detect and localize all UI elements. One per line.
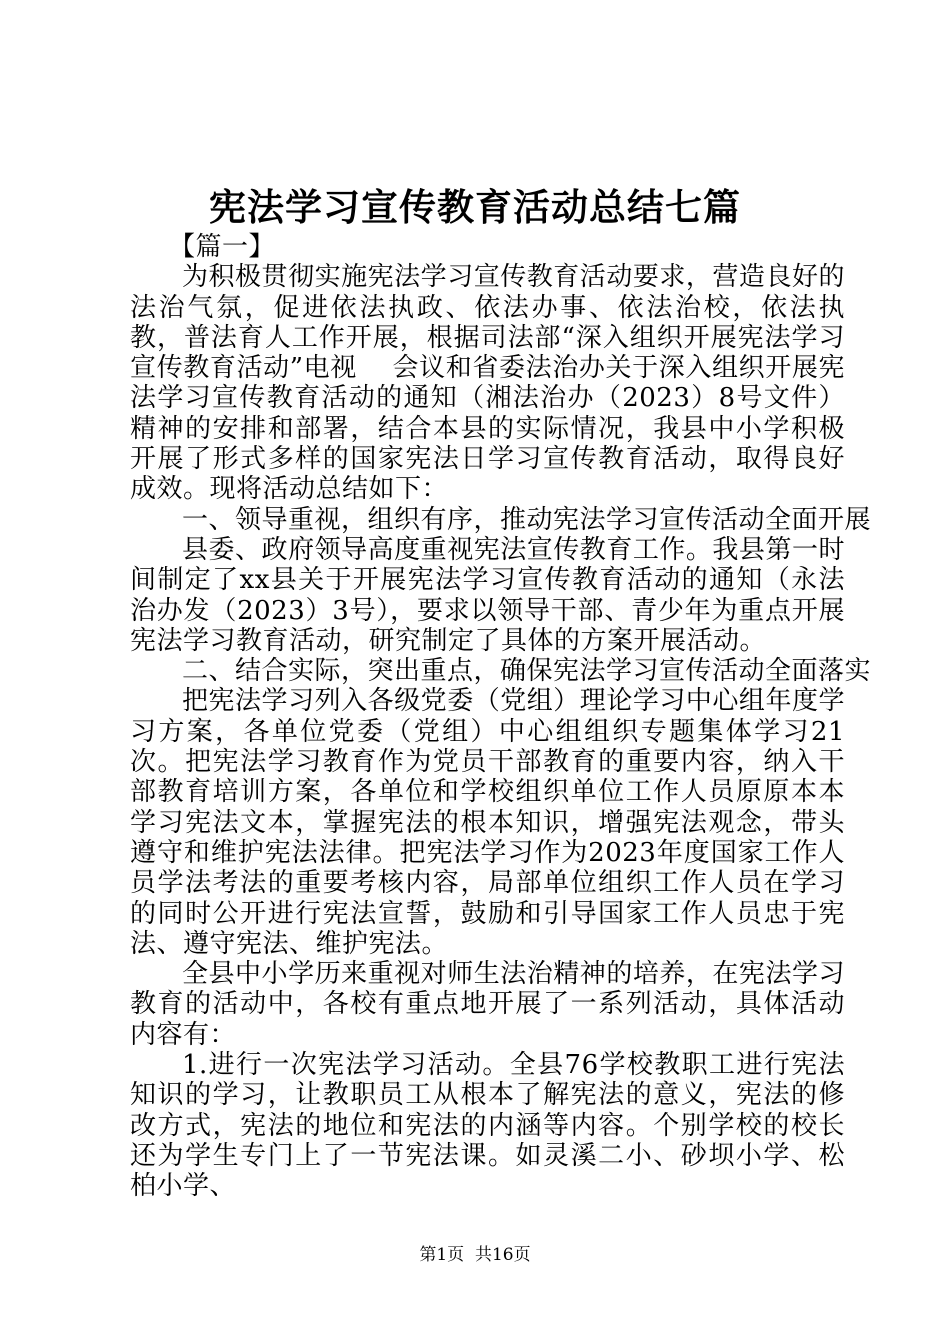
document-title: 宪法学习宣传教育活动总结七篇 xyxy=(209,185,741,229)
paragraph-study-plan: 把宪法学习列入各级党委（党组）理论学习中心组年度学习方案，各单位党委（党组）中心组组织专题集体学习21次。把宪法学习教育作为党员干部教育的重要内容，纳入干部教育培训方案，各单位和学校组织单位工作人员原原本本学习宪法文本，掌握宪法的根本知识，增强宪法观念，带头遵守和维护宪法法律。把宪法学习作为2023年度国家工作人员学法考法的重要考核内容，局部单位组织工作人员在学习的同时公开进行宪法宣誓，鼓励和引导国家工作人员忠于宪法、遵守宪法、维护宪法。 xyxy=(130,686,845,959)
paragraph-activity-1: 1.进行一次宪法学习活动。全县76学校教职工进行宪法知识的学习，让教职员工从根本了解宪法的意义，宪法的修改方式，宪法的地位和宪法的内涵等内容。个别学校的校长还为学生专门上了一节宪法课。如灵溪二小、砂坝小学、松柏小学、 xyxy=(130,1050,845,1202)
page-footer: 第1页 共16页 xyxy=(419,1245,531,1265)
section-heading-1: 一、领导重视，组织有序，推动宪法学习宣传活动全面开展 xyxy=(182,504,872,535)
section-heading-2: 二、结合实际，突出重点，确保宪法学习宣传活动全面落实 xyxy=(182,656,872,687)
document-body xyxy=(130,232,872,1202)
paragraph-schools: 全县中小学历来重视对师生法治精神的培养，在宪法学习教育的活动中，各校有重点地开展了一系列活动，具体活动内容有： xyxy=(130,959,845,1050)
paragraph-leadership: 县委、政府领导高度重视宪法宣传教育工作。我县第一时间制定了xx县关于开展宪法学习宣传教育活动的通知（永法治办发（2023）3号），要求以领导干部、青少年为重点开展宪法学习教育活动，研究制定了具体的方案开展活动。 xyxy=(130,534,845,656)
section-label: 【篇一】 xyxy=(169,232,276,262)
paragraph-intro: 为积极贯彻实施宪法学习宣传教育活动要求，营造良好的法治气氛，促进依法执政、依法办事、依法治校，依法执教，普法育人工作开展，根据司法部“深入组织开展宪法学习宣传教育活动”电视 会议和省委法治办关于深入组织开展宪法学习宣传教育活动的通知（湘法治办（2023）8号文件）精神的安排和部署，结合本县的实际情况，我县中小学积极开展了形式多样的国家宪法日学习宣传教育活动，取得良好成效。现将活动总结如下： xyxy=(130,262,845,505)
